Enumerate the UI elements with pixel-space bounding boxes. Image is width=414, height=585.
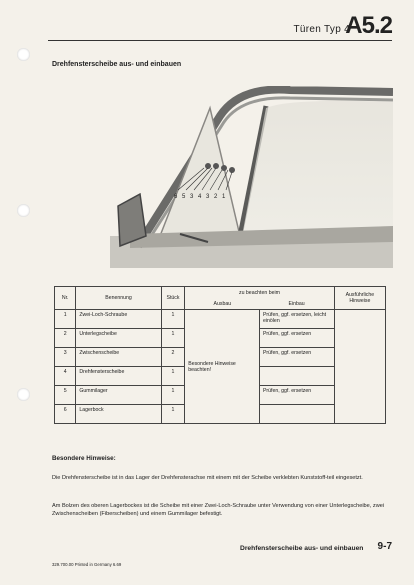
header-nr: Nr. <box>55 287 76 310</box>
row-qty: 2 <box>161 348 184 367</box>
row-einbau <box>259 367 334 386</box>
callout-5: 5 <box>182 194 186 200</box>
binder-hole-top <box>17 48 30 61</box>
notes-title: Besondere Hinweise: <box>52 455 116 462</box>
row-name: Zwei-Loch-Schraube <box>76 310 161 329</box>
footer-print-note: 329.700.00 Printed in Germany 6.69 <box>52 562 122 567</box>
row-name: Lagerbock <box>76 405 161 424</box>
binder-hole-bottom <box>17 388 30 401</box>
parts-table <box>54 286 386 424</box>
row-name: Gummilager <box>76 386 161 405</box>
header-rule <box>48 40 392 41</box>
row-qty: 1 <box>161 386 184 405</box>
door-window-illustration <box>90 86 393 268</box>
callout-3b: 3 <box>206 194 210 200</box>
binder-hole-middle <box>17 204 30 217</box>
row-einbau: Prüfen, ggf. ersetzen <box>259 386 334 405</box>
row-name: Unterlegscheibe <box>76 329 161 348</box>
table-row <box>55 310 386 329</box>
row-nr: 1 <box>55 310 76 329</box>
notes-paragraph-2: Am Bolzen des oberen Lagerbockes ist die Scheibe mit einer Zwei-Loch-Schraube unter Verwendung von einer Unterlegscheibe, zwei Zwischenscheiben (Fiberscheiben) und einem Gummilager befestigt. <box>52 503 385 518</box>
header-benennung: Benennung <box>76 287 161 310</box>
header-stueck: Stück <box>161 287 184 310</box>
row-einbau: Prüfen, ggf. ersetzen <box>259 348 334 367</box>
callout-2: 2 <box>214 194 218 200</box>
header-hinweise: Ausführliche Hinweise <box>334 287 385 310</box>
row-qty: 1 <box>161 367 184 386</box>
header-title: Türen Typ 4 <box>293 24 350 35</box>
row-name: Drehfensterscheibe <box>76 367 161 386</box>
footer-page-number: 9-7 <box>377 541 392 552</box>
row-qty: 1 <box>161 329 184 348</box>
section-title: Drehfensterscheibe aus- und einbauen <box>52 61 182 68</box>
row-nr: 2 <box>55 329 76 348</box>
header-zu-beachten: zu beachten beim <box>185 287 334 299</box>
row-nr: 4 <box>55 367 76 386</box>
ausbau-note: Besondere Hinweise beachten! <box>185 310 260 424</box>
callout-1: 1 <box>222 194 226 200</box>
row-name: Zwischenscheibe <box>76 348 161 367</box>
callout-4: 4 <box>198 194 202 200</box>
row-nr: 5 <box>55 386 76 405</box>
row-nr: 3 <box>55 348 76 367</box>
hinweise-cell <box>334 310 385 424</box>
row-nr: 6 <box>55 405 76 424</box>
row-einbau: Prüfen, ggf. ersetzen <box>259 329 334 348</box>
row-einbau <box>259 405 334 424</box>
callout-6: 6 <box>174 194 178 200</box>
footer-title: Drehfensterscheibe aus- und einbauen <box>240 545 364 552</box>
table-header-row <box>55 287 386 299</box>
notes-paragraph-1: Die Drehfensterscheibe ist in das Lager der Drehfensterachse mit einem mit der Scheibe verklebten Kunststoff-teil eingesetzt. <box>52 475 363 481</box>
header-einbau: Einbau <box>259 298 334 310</box>
header-ausbau: Ausbau <box>185 298 260 310</box>
callout-3a: 3 <box>190 194 194 200</box>
row-qty: 1 <box>161 310 184 329</box>
header-code: A5.2 <box>345 12 392 39</box>
row-einbau: Prüfen, ggf. ersetzen, leicht einölen <box>259 310 334 329</box>
row-qty: 1 <box>161 405 184 424</box>
